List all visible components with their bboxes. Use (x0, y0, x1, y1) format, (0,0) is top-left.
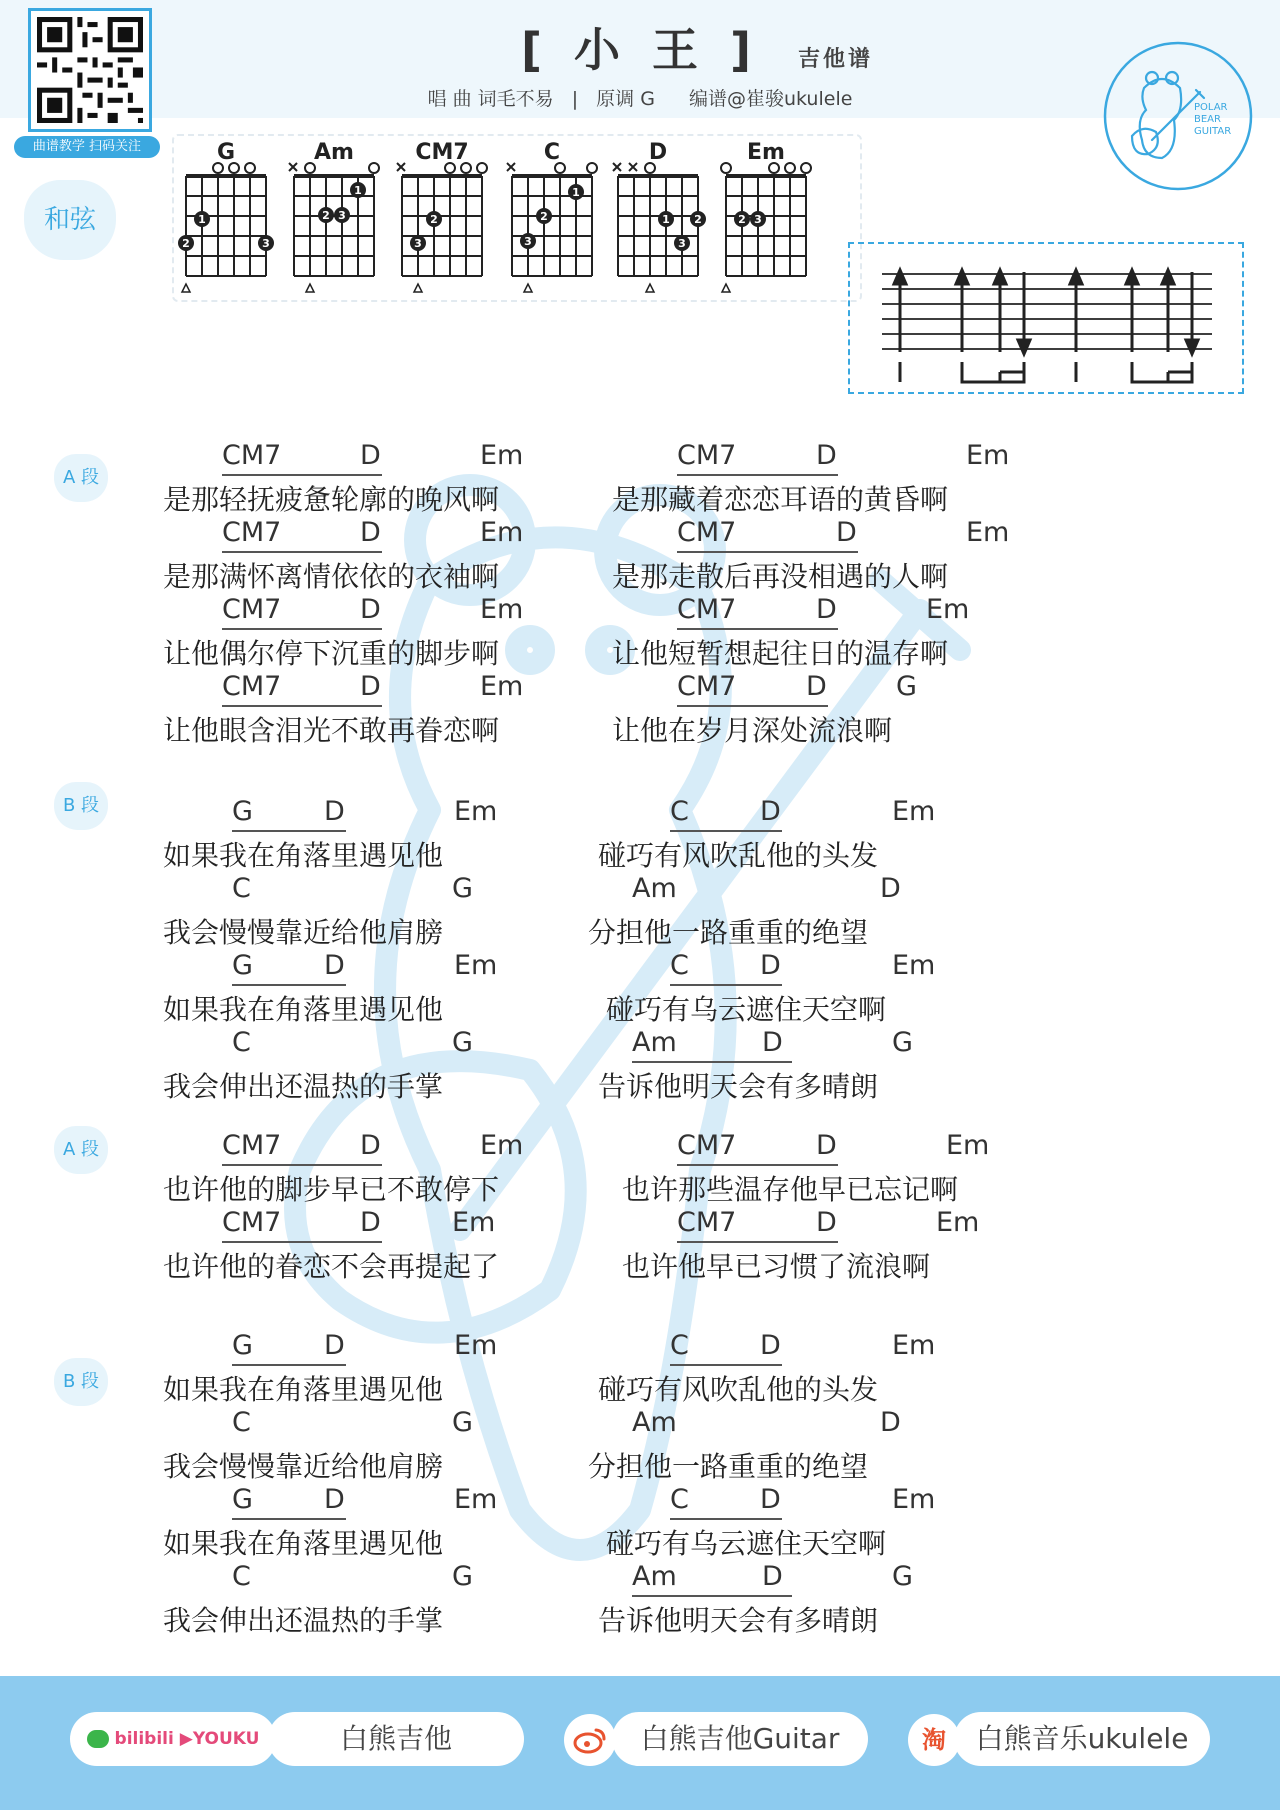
lyric-line: 让他眼含泪光不敢再眷恋啊 (163, 714, 500, 747)
footer (0, 1676, 1280, 1810)
chord-diagram-d (608, 136, 708, 296)
lyric-line: 我会伸出还温热的手掌 (163, 1604, 444, 1637)
chord-symbol: G (892, 1027, 913, 1058)
strum-pattern-icon (850, 244, 1242, 392)
chord-diagram-c (502, 136, 602, 296)
chord-symbol: G (452, 1407, 473, 1438)
chord-symbol: Em (480, 1130, 524, 1161)
footer-account-2[interactable]: 白熊吉他Guitar (612, 1712, 868, 1766)
chord-symbol: D (360, 594, 381, 625)
chord-underline (670, 984, 782, 986)
section-label: A 段 (54, 1126, 108, 1174)
chord-symbol: Em (480, 671, 524, 702)
lyric-line: 是那轻抚疲惫轮廓的晚风啊 (163, 483, 500, 516)
chord-symbol: G (452, 1027, 473, 1058)
chord-name: D (648, 140, 668, 165)
lyric-line: 如果我在角落里遇见他 (163, 1527, 444, 1560)
chord-symbol: G (452, 873, 473, 904)
chord-symbol: Em (480, 594, 524, 625)
lyric-line: 碰巧有乌云遮住天空啊 (606, 993, 887, 1026)
chord-symbol: D (760, 1484, 781, 1515)
svg-text:1: 1 (354, 184, 362, 197)
chord-symbol: D (816, 1130, 837, 1161)
chord-symbol: Em (454, 1330, 498, 1361)
lyric-line: 也许他的眷恋不会再提起了 (163, 1250, 500, 1283)
chord-symbol: CM7 (222, 1130, 282, 1161)
platform-badges[interactable] (70, 1712, 276, 1766)
chord-symbol: Em (936, 1207, 980, 1238)
lyric-line: 让他在岁月深处流浪啊 (612, 714, 893, 747)
lyric-line: 我会慢慢靠近给他肩膀 (163, 1450, 444, 1483)
chord-symbol: C (670, 950, 689, 981)
lyric-line: 是那满怀离情依依的衣袖啊 (163, 560, 500, 593)
logo-text-3: GUITAR (1194, 126, 1232, 137)
lyric-line: 如果我在角落里遇见他 (163, 1373, 444, 1406)
svg-text:3: 3 (678, 237, 686, 250)
logo-text-1: POLAR (1194, 102, 1228, 113)
section-label: B 段 (54, 1358, 108, 1406)
chord-symbol: Em (454, 1484, 498, 1515)
chord-underline (670, 1518, 782, 1520)
lyric-line: 分担他一路重重的绝望 (588, 916, 869, 949)
lyric-line: 碰巧有乌云遮住天空啊 (606, 1527, 887, 1560)
chord-symbol: Em (452, 1207, 496, 1238)
logo-text-2: BEAR (1194, 114, 1221, 125)
chord-underline (222, 705, 382, 707)
chord-symbol: D (360, 1130, 381, 1161)
chord-underline (670, 1364, 782, 1366)
chord-symbol: D (762, 1027, 783, 1058)
chord-symbol: Am (632, 1561, 677, 1592)
taobao-icon[interactable]: 淘 (908, 1714, 960, 1766)
svg-text:1: 1 (662, 213, 670, 226)
chord-symbol: D (324, 950, 345, 981)
chord-underline (222, 1164, 382, 1166)
chord-symbol: Em (946, 1130, 990, 1161)
lyric-line: 也许他的脚步早已不敢停下 (163, 1173, 500, 1206)
chord-diagrams (172, 134, 862, 302)
chord-underline (222, 628, 382, 630)
chord-symbol: Am (632, 1027, 677, 1058)
chord-symbol: D (360, 517, 381, 548)
lyric-line: 也许那些温存他早已忘记啊 (622, 1173, 959, 1206)
title-row (0, 14, 1280, 80)
chord-symbol: CM7 (677, 440, 737, 471)
svg-text:2: 2 (694, 213, 702, 226)
chord-symbol: Em (966, 517, 1010, 548)
chord-symbol: Em (926, 594, 970, 625)
qr-caption: 曲谱教学 扫码关注 (14, 136, 160, 158)
song-meta (0, 84, 1280, 111)
chord-underline (232, 984, 346, 986)
lyric-line: 如果我在角落里遇见他 (163, 839, 444, 872)
chord-diagram-cm7 (392, 136, 492, 296)
chord-underline (677, 1241, 838, 1243)
chord-symbol: Em (454, 950, 498, 981)
chord-symbol: Em (966, 440, 1010, 471)
page-subtitle: 吉他谱 (798, 47, 874, 72)
chord-symbol: CM7 (677, 594, 737, 625)
chord-name: Am (314, 140, 354, 165)
chord-name: G (216, 140, 236, 165)
chord-symbol: D (760, 1330, 781, 1361)
chord-name: C (543, 140, 561, 165)
wechat-icon (87, 1730, 109, 1748)
chord-symbol: CM7 (677, 1130, 737, 1161)
chord-symbol: G (892, 1561, 913, 1592)
chord-symbol: Am (632, 873, 677, 904)
chord-symbol: C (232, 873, 251, 904)
chord-symbol: Em (892, 950, 936, 981)
platform-text: bilibili ▶YOUKU (114, 1729, 260, 1749)
footer-account-1[interactable]: 白熊吉他 (268, 1712, 524, 1766)
chord-symbol: C (670, 796, 689, 827)
strum-pattern (848, 242, 1244, 394)
polar-bear-guitar-logo (1102, 40, 1254, 192)
chord-symbol: Em (480, 517, 524, 548)
chord-underline (677, 474, 838, 476)
lyric-line: 让他短暂想起往日的温存啊 (612, 637, 949, 670)
chord-symbol: D (880, 873, 901, 904)
chord-symbol: CM7 (677, 671, 737, 702)
chord-diagram-em (716, 136, 816, 296)
chord-underline (222, 1241, 382, 1243)
svg-text:2: 2 (738, 213, 746, 226)
chord-symbol: D (880, 1407, 901, 1438)
svg-text:3: 3 (754, 213, 762, 226)
chord-symbol: G (452, 1561, 473, 1592)
svg-text:2: 2 (430, 213, 438, 226)
chords-label: 和弦 (24, 180, 116, 260)
svg-text:1: 1 (198, 213, 206, 226)
chord-symbol: D (816, 1207, 837, 1238)
svg-text:3: 3 (524, 235, 532, 248)
chord-underline (222, 551, 382, 553)
chord-symbol: D (816, 440, 837, 471)
svg-text:3: 3 (338, 209, 346, 222)
chord-symbol: CM7 (222, 671, 282, 702)
chord-symbol: G (232, 1330, 253, 1361)
chord-symbol: D (816, 594, 837, 625)
chord-name: CM7 (415, 140, 469, 165)
chord-symbol: C (232, 1027, 251, 1058)
lyric-line: 碰巧有风吹乱他的头发 (598, 839, 879, 872)
svg-text:2: 2 (540, 210, 548, 223)
chord-symbol: D (760, 950, 781, 981)
svg-text:1: 1 (572, 186, 580, 199)
chord-underline (232, 1518, 346, 1520)
lyric-line: 也许他早已习惯了流浪啊 (622, 1250, 931, 1283)
chord-symbol: D (324, 796, 345, 827)
svg-text:3: 3 (262, 237, 270, 250)
arranger-info: 编谱@崔骏ukulele (688, 88, 853, 110)
singer-info: 唱 曲 词毛不易 (427, 88, 554, 110)
page-title: [ 小 王 ] (520, 23, 760, 77)
chord-symbol: G (232, 796, 253, 827)
section-label: B 段 (54, 782, 108, 830)
chord-symbol: C (670, 1330, 689, 1361)
chord-name: Em (747, 140, 785, 165)
lyric-line: 我会慢慢靠近给他肩膀 (163, 916, 444, 949)
lyric-line: 告诉他明天会有多晴朗 (598, 1604, 879, 1637)
chord-symbol: D (762, 1561, 783, 1592)
chord-underline (632, 1595, 792, 1597)
chord-diagram-am (284, 136, 384, 296)
chord-symbol: Em (892, 1484, 936, 1515)
lyric-line: 分担他一路重重的绝望 (588, 1450, 869, 1483)
chord-symbol: D (324, 1330, 345, 1361)
section-label: A 段 (54, 454, 108, 502)
chord-symbol: D (760, 796, 781, 827)
chord-symbol: D (324, 1484, 345, 1515)
svg-text:2: 2 (322, 209, 330, 222)
chord-underline (670, 830, 782, 832)
chord-symbol: CM7 (677, 1207, 737, 1238)
chord-symbol: C (670, 1484, 689, 1515)
chord-underline (222, 474, 382, 476)
chord-symbol: CM7 (222, 517, 282, 548)
lyric-line: 碰巧有风吹乱他的头发 (598, 1373, 879, 1406)
lyric-line: 让他偶尔停下沉重的脚步啊 (163, 637, 500, 670)
chord-symbol: Em (480, 440, 524, 471)
chord-symbol: CM7 (222, 1207, 282, 1238)
chord-underline (677, 551, 858, 553)
lyric-line: 是那藏着恋恋耳语的黄昏啊 (612, 483, 949, 516)
svg-text:3: 3 (414, 237, 422, 250)
lyric-line: 如果我在角落里遇见他 (163, 993, 444, 1026)
chord-symbol: D (360, 671, 381, 702)
chord-underline (677, 628, 838, 630)
chord-underline (632, 1061, 792, 1063)
chord-symbol: CM7 (677, 517, 737, 548)
lyric-line: 是那走散后再没相遇的人啊 (612, 560, 949, 593)
chord-symbol: D (806, 671, 827, 702)
chord-symbol: G (896, 671, 917, 702)
chord-symbol: D (360, 440, 381, 471)
chord-diagram-g (176, 136, 276, 296)
chord-symbol: Em (892, 796, 936, 827)
chord-symbol: D (836, 517, 857, 548)
chord-symbol: C (232, 1407, 251, 1438)
meta-separator: | (571, 88, 579, 110)
chord-underline (677, 1164, 838, 1166)
svg-text:2: 2 (182, 237, 190, 250)
chord-symbol: Em (454, 796, 498, 827)
key-info: 原调 G (596, 88, 655, 110)
footer-account-3[interactable]: 白熊音乐ukulele (954, 1712, 1210, 1766)
chord-symbol: Am (632, 1407, 677, 1438)
chord-symbol: Em (892, 1330, 936, 1361)
chord-symbol: C (232, 1561, 251, 1592)
chord-symbol: G (232, 1484, 253, 1515)
lyric-line: 我会伸出还温热的手掌 (163, 1070, 444, 1103)
chord-symbol: CM7 (222, 594, 282, 625)
chord-symbol: D (360, 1207, 381, 1238)
chord-underline (232, 1364, 346, 1366)
chord-symbol: G (232, 950, 253, 981)
weibo-icon[interactable] (564, 1714, 616, 1766)
chord-underline (232, 830, 346, 832)
chord-symbol: CM7 (222, 440, 282, 471)
chord-underline (677, 705, 828, 707)
lyric-line: 告诉他明天会有多晴朗 (598, 1070, 879, 1103)
